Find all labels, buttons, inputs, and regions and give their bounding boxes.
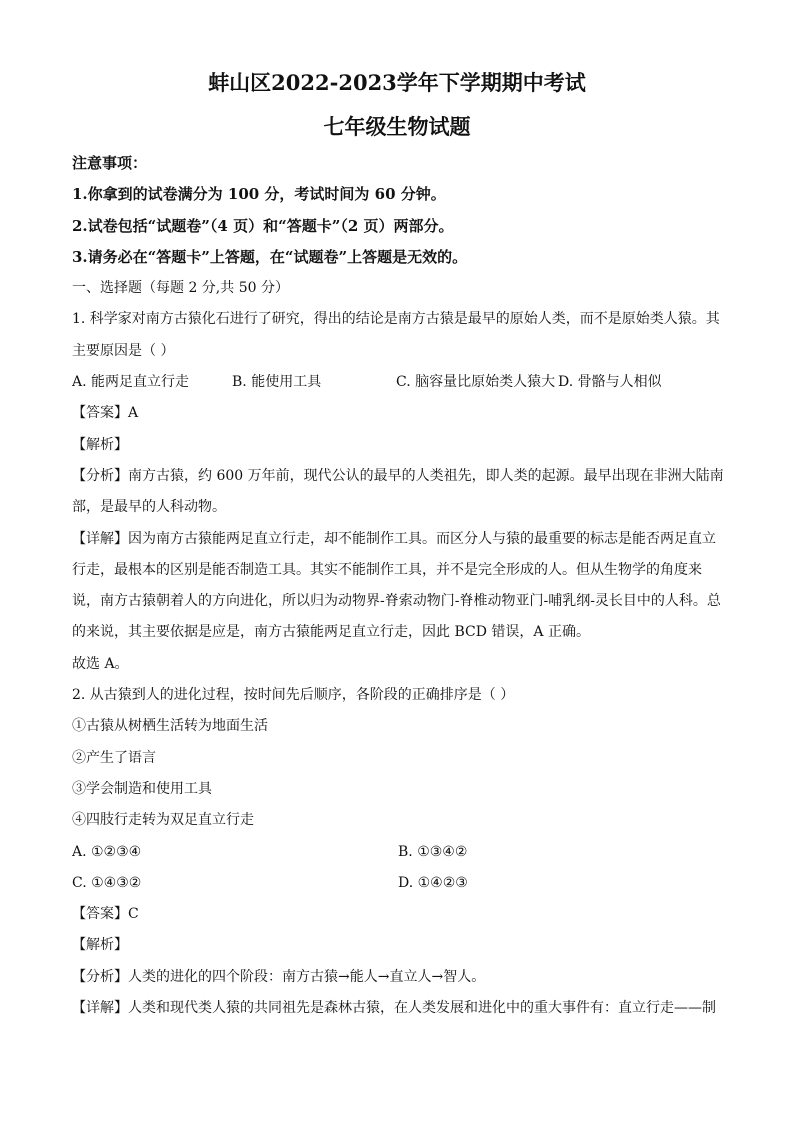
analysis-line: 【分析】人类的进化的四个阶段：南方古猿→能人→直立人→智人。 — [72, 968, 486, 985]
statement-item: ②产生了语言 — [72, 749, 156, 766]
exam-subtitle: 七年级生物试题 — [323, 114, 471, 139]
detail-line: 行走，最根本的区别是能否制造工具。其实不能制作工具，并不是完全形成的人。但从生物学的角度来 — [72, 561, 702, 578]
detail-line: 【详解】因为南方古猿能两足直立行走，却不能制作工具。而区分人与猿的最重要的标志是能否两足直立 — [72, 530, 716, 547]
question-stem: 主要原因是（ ） — [72, 342, 175, 359]
question-stem: 1. 科学家对南方古猿化石进行了研究，得出的结论是南方古猿是最早的原始人类，而不是原始类人猿。其 — [72, 311, 720, 328]
answer-line: 【答案】C — [72, 906, 139, 923]
notes-heading: 注意事项： — [72, 154, 148, 172]
question-options — [72, 367, 724, 398]
statement-item: ④四肢行走转为双足直立行走 — [72, 812, 254, 829]
statement-item: ③学会制造和使用工具 — [72, 780, 212, 797]
exam-body — [72, 148, 724, 1024]
question-stem: 2. 从古猿到人的进化过程，按时间先后顺序，各阶段的正确排序是（ ） — [72, 687, 515, 704]
answer-line: 【答案】A — [72, 405, 139, 422]
conclusion-line: 故选 A。 — [72, 655, 129, 672]
exam-title: 蚌山区2022-2023学年下学期期中考试 — [208, 70, 586, 95]
note-item: 1.你拿到的试卷满分为 100 分，考试时间为 60 分钟。 — [72, 185, 446, 204]
option-a: A. ①②③④ — [72, 843, 142, 860]
option-d: D. ①④②③ — [398, 874, 468, 891]
detail-line: 的来说，其主要依据是应是，南方古猿能两足直立行走，因此 BCD 错误，A 正确。 — [72, 624, 590, 641]
note-item: 2.试卷包括“试题卷”（4 页）和“答题卡”（2 页）两部分。 — [72, 216, 454, 235]
option-b: B. 能使用工具 — [232, 374, 322, 391]
question-options — [72, 868, 724, 899]
section-heading: 一、选择题（每题 2 分,共 50 分） — [72, 280, 289, 297]
analysis-line: 部，是最早的人科动物。 — [72, 499, 226, 516]
option-c: C. ①④③② — [72, 874, 142, 891]
note-item: 3.请务必在“答题卡”上答题，在“试题卷”上答题是无效的。 — [72, 247, 468, 266]
analysis-line: 【分析】南方古猿，约 600 万年前，现代公认的最早的人类祖先，即人类的起源。最早出现在非洲大陆南 — [72, 467, 724, 484]
detail-line: 说，南方古猿朝着人的方向进化，所以归为动物界-脊索动物门-脊椎动物亚门-哺乳纲-灵长目中的人科。总 — [72, 593, 721, 610]
analysis-tag: 【解析】 — [72, 937, 128, 954]
option-d: D. 骨骼与人相似 — [558, 374, 662, 391]
option-c: C. 脑容量比原始类人猿大 — [396, 374, 556, 391]
option-a: A. 能两足直立行走 — [72, 374, 190, 391]
statement-item: ①古猿从树栖生活转为地面生活 — [72, 718, 268, 735]
detail-line: 【详解】人类和现代类人猿的共同祖先是森林古猿，在人类发展和进化中的重大事件有：直立行走——制 — [72, 1000, 716, 1017]
option-b: B. ①③④② — [398, 843, 468, 860]
analysis-tag: 【解析】 — [72, 436, 128, 453]
question-options — [72, 837, 724, 868]
